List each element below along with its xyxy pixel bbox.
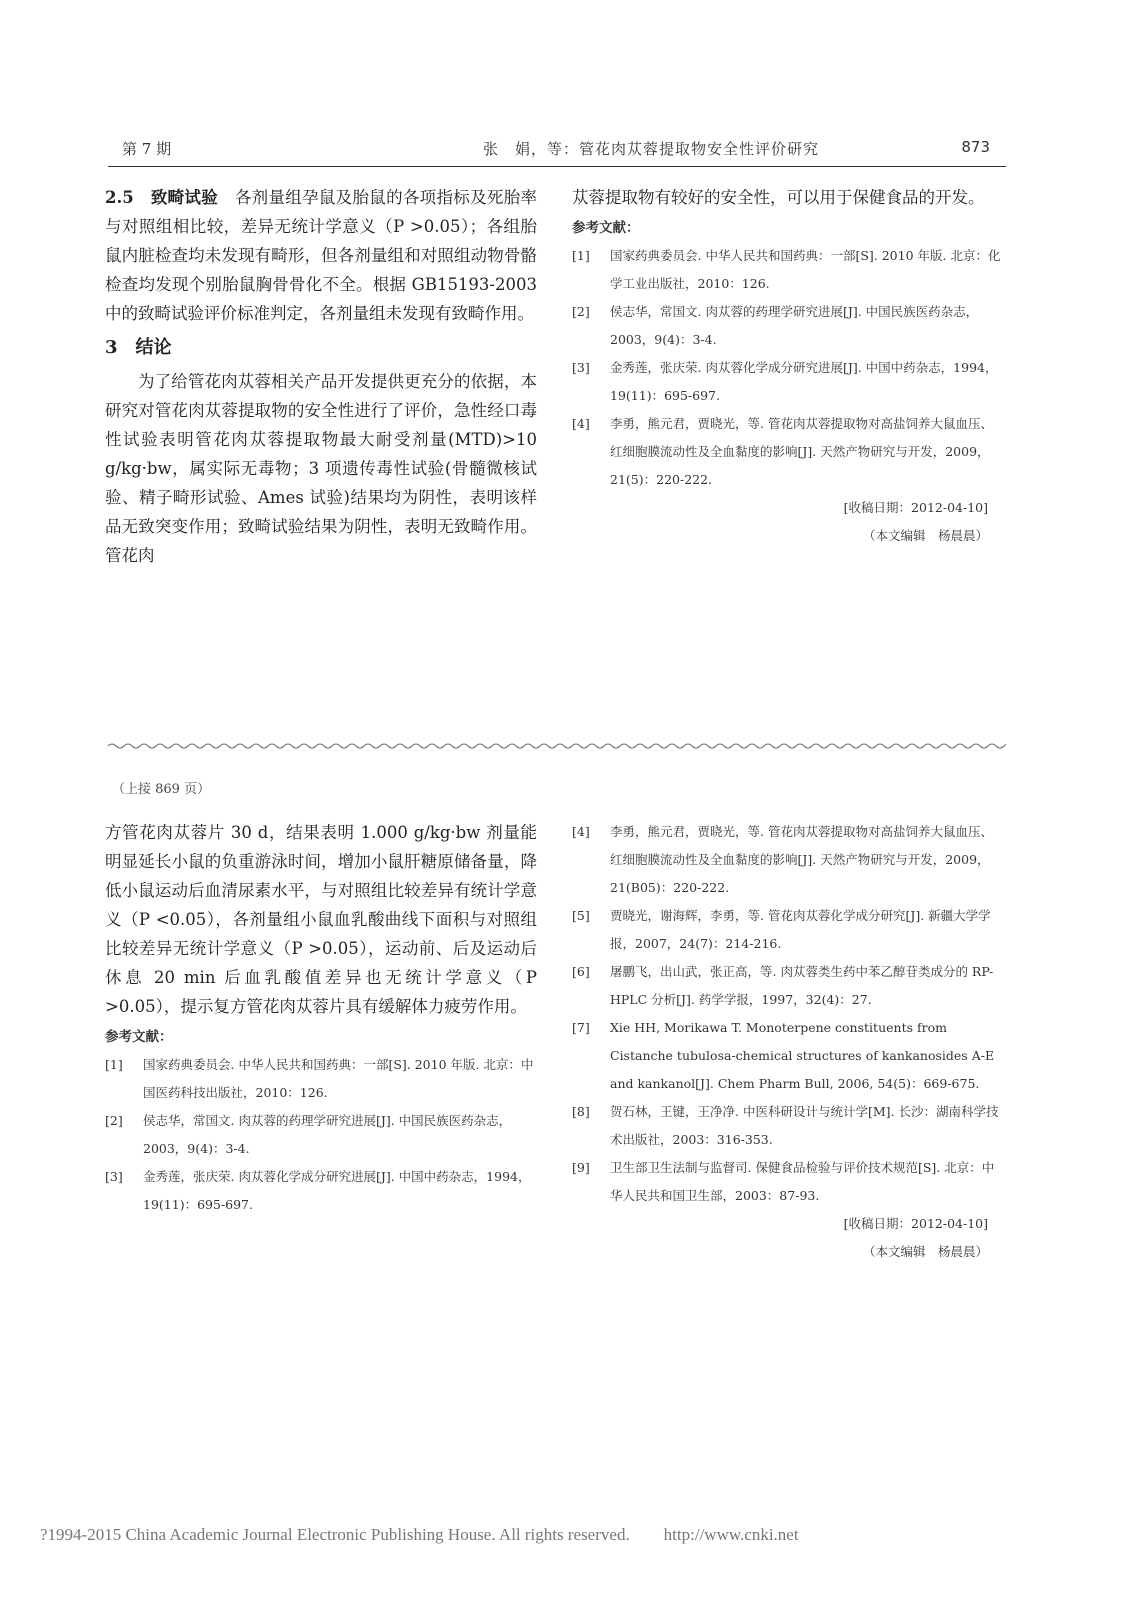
reference-item	[572, 298, 1004, 354]
reference-text: 屠鹏飞，出山武，张正高，等. 肉苁蓉类生药中苯乙醇苷类成分的 RP-HPLC 分析[J]. 药学学报，1997，32(4)：27.	[610, 964, 994, 1007]
reference-text: 金秀莲，张庆荣. 肉苁蓉化学成分研究进展[J]. 中国中药杂志，1994，19(11)：695-697.	[610, 360, 998, 403]
reference-number: [9]	[572, 1160, 590, 1175]
reference-number: [4]	[572, 416, 590, 431]
reference-item	[572, 818, 1004, 902]
reference-item	[572, 410, 1004, 494]
reference-text: 贾晓光，谢海辉，李勇，等. 管花肉苁蓉化学成分研究[J]. 新疆大学学报，2007，24(7)：214-216.	[610, 908, 991, 951]
received-date: [收稿日期：2012-04-10]	[843, 500, 988, 515]
reference-item	[572, 902, 1004, 958]
references-title: 参考文献：	[572, 220, 640, 236]
conclusion-continued: 苁蓉提取物有较好的安全性，可以用于保健食品的开发。	[572, 188, 985, 207]
reference-number: [5]	[572, 908, 590, 923]
article-tail-body: 方管花肉苁蓉片 30 d，结果表明 1.000 g/kg·bw 剂量能明显延长小鼠的负重游泳时间，增加小鼠肝糖原储备量，降低小鼠运动后血清尿素水平，与对照组比较差异有统计学意义（P <0.05），各剂量组小鼠血乳酸曲线下面积与对照组比较差异无统计学意义（P >0.05），运动前、后及运动后休息 20 min 后血乳酸值差异也无统计学意义（P >0.05），提示复方管花肉苁蓉片具有缓解体力疲劳作用。	[105, 823, 537, 1016]
reference-number: [1]	[105, 1057, 123, 1072]
reference-number: [2]	[572, 304, 590, 319]
reference-text: 金秀莲，张庆荣. 肉苁蓉化学成分研究进展[J]. 中国中药杂志，1994，19(11)：695-697.	[143, 1169, 531, 1212]
reference-text: 李勇，熊元君，贾晓光，等. 管花肉苁蓉提取物对高盐饲养大鼠血压、红细胞膜流动性及全血黏度的影响[J]. 天然产物研究与开发，2009，21(5)：220-222.	[610, 416, 993, 487]
reference-item	[105, 1163, 537, 1219]
running-header	[108, 130, 1006, 167]
issue-number: 第 7 期	[122, 140, 172, 158]
running-title: 张 娟，等：管花肉苁蓉提取物安全性评价研究	[483, 140, 820, 158]
reference-item	[572, 242, 1004, 298]
reference-text: 侯志华，常国文. 肉苁蓉的药理学研究进展[J]. 中国民族医药杂志，2003，9(4)：3-4.	[610, 304, 979, 347]
reference-number: [2]	[105, 1113, 123, 1128]
reference-item	[572, 958, 1004, 1014]
reference-item	[105, 1051, 537, 1107]
page-number: 873	[961, 138, 990, 156]
wavy-separator	[108, 740, 1006, 752]
received-date: [收稿日期：2012-04-10]	[843, 1216, 988, 1231]
continued-from-note: （上接 869 页）	[112, 782, 211, 797]
reference-item	[572, 1154, 1004, 1210]
reference-text: 李勇，熊元君，贾晓光，等. 管花肉苁蓉提取物对高盐饲养大鼠血压、红细胞膜流动性及全血黏度的影响[J]. 天然产物研究与开发，2009，21(B05)：220-222.	[610, 824, 993, 895]
reference-number: [7]	[572, 1020, 590, 1035]
reference-item	[572, 354, 1004, 410]
editor-note: （本文编辑 杨晨晨）	[862, 528, 988, 543]
bottom-right-column	[572, 818, 1004, 1266]
editor-note: （本文编辑 杨晨晨）	[862, 1244, 988, 1259]
reference-text: 贺石林，王键，王净净. 中医科研设计与统计学[M]. 长沙：湖南科学技术出版社，2003：316-353.	[610, 1104, 999, 1147]
reference-number: [1]	[572, 248, 590, 263]
reference-text: Xie HH, Morikawa T. Monoterpene constituents from Cistanche tubulosa-chemical structures of kankanosides A-E and kankanol[J]. Chem Pharm Bull, 2006, 54(5)：669-675.	[610, 1020, 995, 1091]
bottom-left-column	[105, 818, 537, 1219]
reference-text: 卫生部卫生法制与监督司. 保健食品检验与评价技术规范[S]. 北京：中华人民共和国卫生部，2003：87-93.	[610, 1160, 995, 1203]
reference-number: [3]	[105, 1169, 123, 1184]
reference-item	[572, 1014, 1004, 1098]
reference-item	[105, 1107, 537, 1163]
section-2-5-body: 各剂量组孕鼠及胎鼠的各项指标及死胎率与对照组相比较，差异无统计学意义（P >0.05）；各组胎鼠内脏检查均未发现有畸形，但各剂量组和对照组动物骨骼检查均发现个别胎鼠胸骨骨化不全。根据 GB15193-2003 中的致畸试验评价标准判定，各剂量组未发现有致畸作用。	[105, 188, 537, 323]
top-left-column	[105, 183, 537, 570]
reference-number: [4]	[572, 824, 590, 839]
reference-number: [8]	[572, 1104, 590, 1119]
section-2-5-title: 2.5 致畸试验	[105, 188, 219, 207]
reference-text: 国家药典委员会. 中华人民共和国药典：一部[S]. 2010 年版. 北京：化学工业出版社，2010：126.	[610, 248, 1001, 291]
reference-text: 国家药典委员会. 中华人民共和国药典：一部[S]. 2010 年版. 北京：中国医药科技出版社，2010：126.	[143, 1057, 534, 1100]
reference-item	[572, 1098, 1004, 1154]
top-right-column	[572, 183, 1004, 550]
section-3-title: 3 结论	[105, 337, 172, 358]
section-3-body: 为了给管花肉苁蓉相关产品开发提供更充分的依据，本研究对管花肉苁蓉提取物的安全性进行了评价，急性经口毒性试验表明管花肉苁蓉提取物最大耐受剂量(MTD)>10 g/kg·bw，属实际无毒物；3 项遗传毒性试验(骨髓微核试验、精子畸形试验、Ames 试验)结果均为阴性，表明该样品无致突变作用；致畸试验结果为阴性，表明无致畸作用。管花肉	[105, 372, 537, 565]
reference-number: [3]	[572, 360, 590, 375]
references-title: 参考文献：	[105, 1029, 173, 1045]
copyright-footer: ?1994-2015 China Academic Journal Electronic Publishing House. All rights reserved. http://www.cnki.net	[40, 1525, 799, 1544]
reference-text: 侯志华，常国文. 肉苁蓉的药理学研究进展[J]. 中国民族医药杂志，2003，9(4)：3-4.	[143, 1113, 512, 1156]
section-2-5	[105, 183, 537, 328]
reference-number: [6]	[572, 964, 590, 979]
